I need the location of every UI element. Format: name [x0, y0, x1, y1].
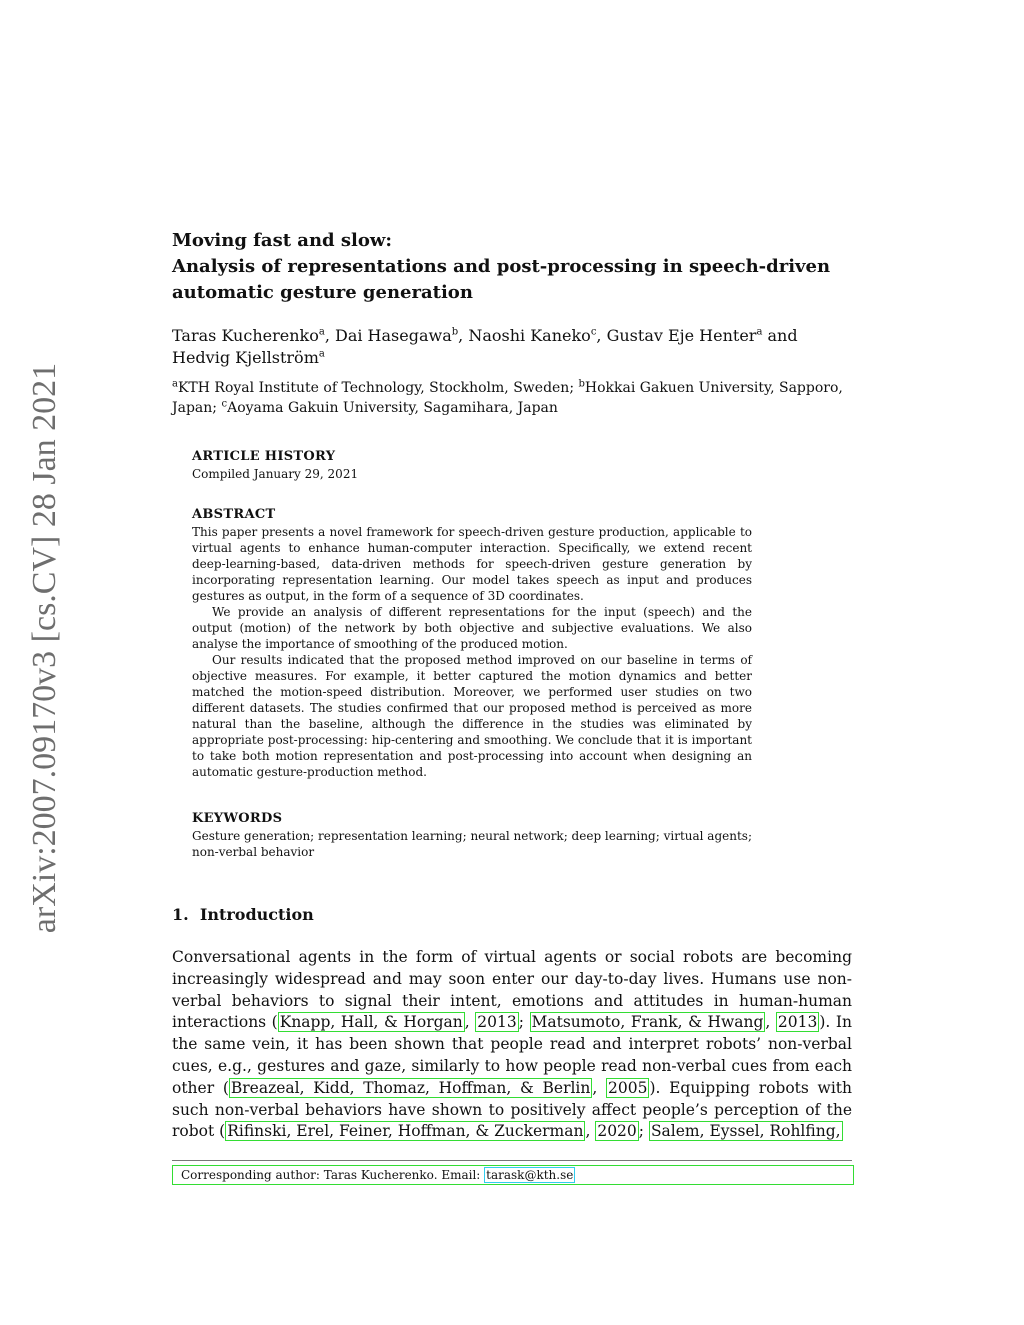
- body-text: ,: [765, 1013, 776, 1032]
- citation-link[interactable]: Breazeal, Kidd, Thomaz, Hoffman, & Berlin: [230, 1078, 591, 1097]
- author-affil-mark: a: [318, 348, 325, 360]
- introduction-paragraph: [172, 947, 852, 1143]
- citation-year-link[interactable]: 2005: [608, 1078, 648, 1097]
- abstract-paragraph: Our results indicated that the proposed method improved on our baseline in terms of objective measures. For example, it better captured the motion dynamics and better matched the motion-speed distribution. Moreover, we performed user studies on two different datasets. The studies confirmed that our proposed method is perceived as more natural than the baseline, although the difference in the studies was eliminated by appropriate post-processing: hip-centering and smoothing. We conclude that it is important to take both motion representation and post-processing into account when designing an automatic gesture-production method.: [192, 653, 752, 779]
- body-text: ,: [592, 1078, 606, 1097]
- abstract: [192, 506, 752, 780]
- citation-year-link[interactable]: 2013: [777, 1013, 818, 1032]
- section-title: Introduction: [199, 905, 314, 924]
- arxiv-sidebar-stamp: [26, 360, 63, 935]
- abstract-paragraph: This paper presents a novel framework for speech-driven gesture production, applicable to virtual agents to enhance human-computer interaction. Specifically, we extend recent deep-learning-based, data-driven methods for speech-driven gesture generation by incorporating representation learning. Our model takes speech as input and produces gestures as output, in the form of a sequence of 3D coordinates.: [192, 525, 752, 603]
- corresponding-author-footnote[interactable]: [172, 1165, 854, 1185]
- history-heading: ARTICLE HISTORY: [192, 449, 336, 464]
- body-text: Conversational agents in the form of virtual agents or social robots are becoming increasingly widespread and may soon enter our day-to-day lives. Humans use non-verbal behaviors to signal their intent, emotions and attitudes in human-human interactions (: [172, 948, 852, 1032]
- body-text: ,: [464, 1013, 476, 1032]
- keywords-heading: KEYWORDS: [192, 811, 283, 826]
- arxiv-identifier: arXiv:2007.09170v3 [cs.CV] 28 Jan 2021: [26, 362, 63, 933]
- author-affil-mark: a: [756, 326, 763, 338]
- section-heading: [172, 905, 314, 924]
- keywords-list: Gesture generation; representation learning; neural network; deep learning; virtual agents; non-verbal behavior: [192, 829, 752, 859]
- body-text: ;: [638, 1122, 649, 1141]
- section-number: 1.: [172, 905, 189, 924]
- author-affil-mark: a: [318, 326, 325, 338]
- citation-year-link[interactable]: 2013: [477, 1013, 517, 1032]
- body-text: ,: [585, 1122, 596, 1141]
- affiliation: KTH Royal Institute of Technology, Stockholm, Sweden;: [177, 380, 575, 396]
- author-list: Taras Kucherenko$^a$, Dai Hasegawa$^b$, Naoshi Kaneko$^c$, Gustav Eje Henter$^a$ and Hedvig Kjellström$^a$: [172, 326, 798, 367]
- paper-title: [172, 228, 852, 306]
- affiliation: Hokkai Gakuen University, Sapporo, Japan;: [172, 380, 843, 416]
- author-affil-mark: c: [590, 326, 597, 338]
- abstract-heading: ABSTRACT: [192, 507, 276, 522]
- citation-link[interactable]: Knapp, Hall, & Horgan: [279, 1013, 463, 1032]
- citation-link[interactable]: Matsumoto, Frank, & Hwang: [531, 1013, 764, 1032]
- affil-mark: c: [221, 398, 228, 410]
- author-name: Gustav Eje Henter: [606, 326, 757, 345]
- citation-link[interactable]: Salem, Eyssel, Rohlfing,: [650, 1122, 841, 1141]
- affiliation: Aoyama Gakuin University, Sagamihara, Japan: [227, 400, 558, 416]
- author-conjunction: and: [767, 326, 798, 345]
- abstract-paragraph: We provide an analysis of different representations for the input (speech) and the output (motion) of the network by both objective and subjective evaluations. We also analyse the importance of smoothing of the produced motion.: [192, 605, 752, 651]
- compiled-date: Compiled January 29, 2021: [192, 467, 359, 481]
- article-history: [192, 448, 752, 482]
- title-line-1: Moving fast and slow:: [172, 230, 393, 251]
- author-name: Taras Kucherenko: [172, 326, 319, 345]
- footnote-rule: [172, 1160, 852, 1161]
- author-name: Dai Hasegawa: [334, 326, 452, 345]
- footnote-text: Corresponding author: Taras Kucherenko. Email:: [181, 1168, 485, 1182]
- body-text: ). Equipping robots with such non-verbal behaviors have shown to positively affect people’s perception of the robot (: [172, 1078, 852, 1141]
- author-name: Hedvig Kjellström: [172, 348, 319, 367]
- title-line-2: Analysis of representations and post-processing in speech-driven automatic gesture generation: [172, 256, 831, 303]
- citation-year-link[interactable]: 2020: [597, 1122, 637, 1141]
- keywords: [192, 810, 752, 860]
- author-name: Naoshi Kaneko: [468, 326, 591, 345]
- email-link[interactable]: tarask@kth.se: [486, 1168, 574, 1182]
- author-affil-mark: b: [451, 326, 459, 338]
- body-text: ;: [518, 1013, 530, 1032]
- affil-mark: b: [578, 378, 585, 390]
- citation-link[interactable]: Rifinski, Erel, Feiner, Hoffman, & Zuckerman: [227, 1122, 584, 1141]
- body-text: ). In the same vein, it has been shown that people read and interpret robots’ non-verbal cues, e.g., gestures and gaze, similarly to how people read non-verbal cues from each other (: [172, 1013, 852, 1097]
- affil-mark: a: [172, 378, 178, 390]
- affiliations: [172, 378, 852, 418]
